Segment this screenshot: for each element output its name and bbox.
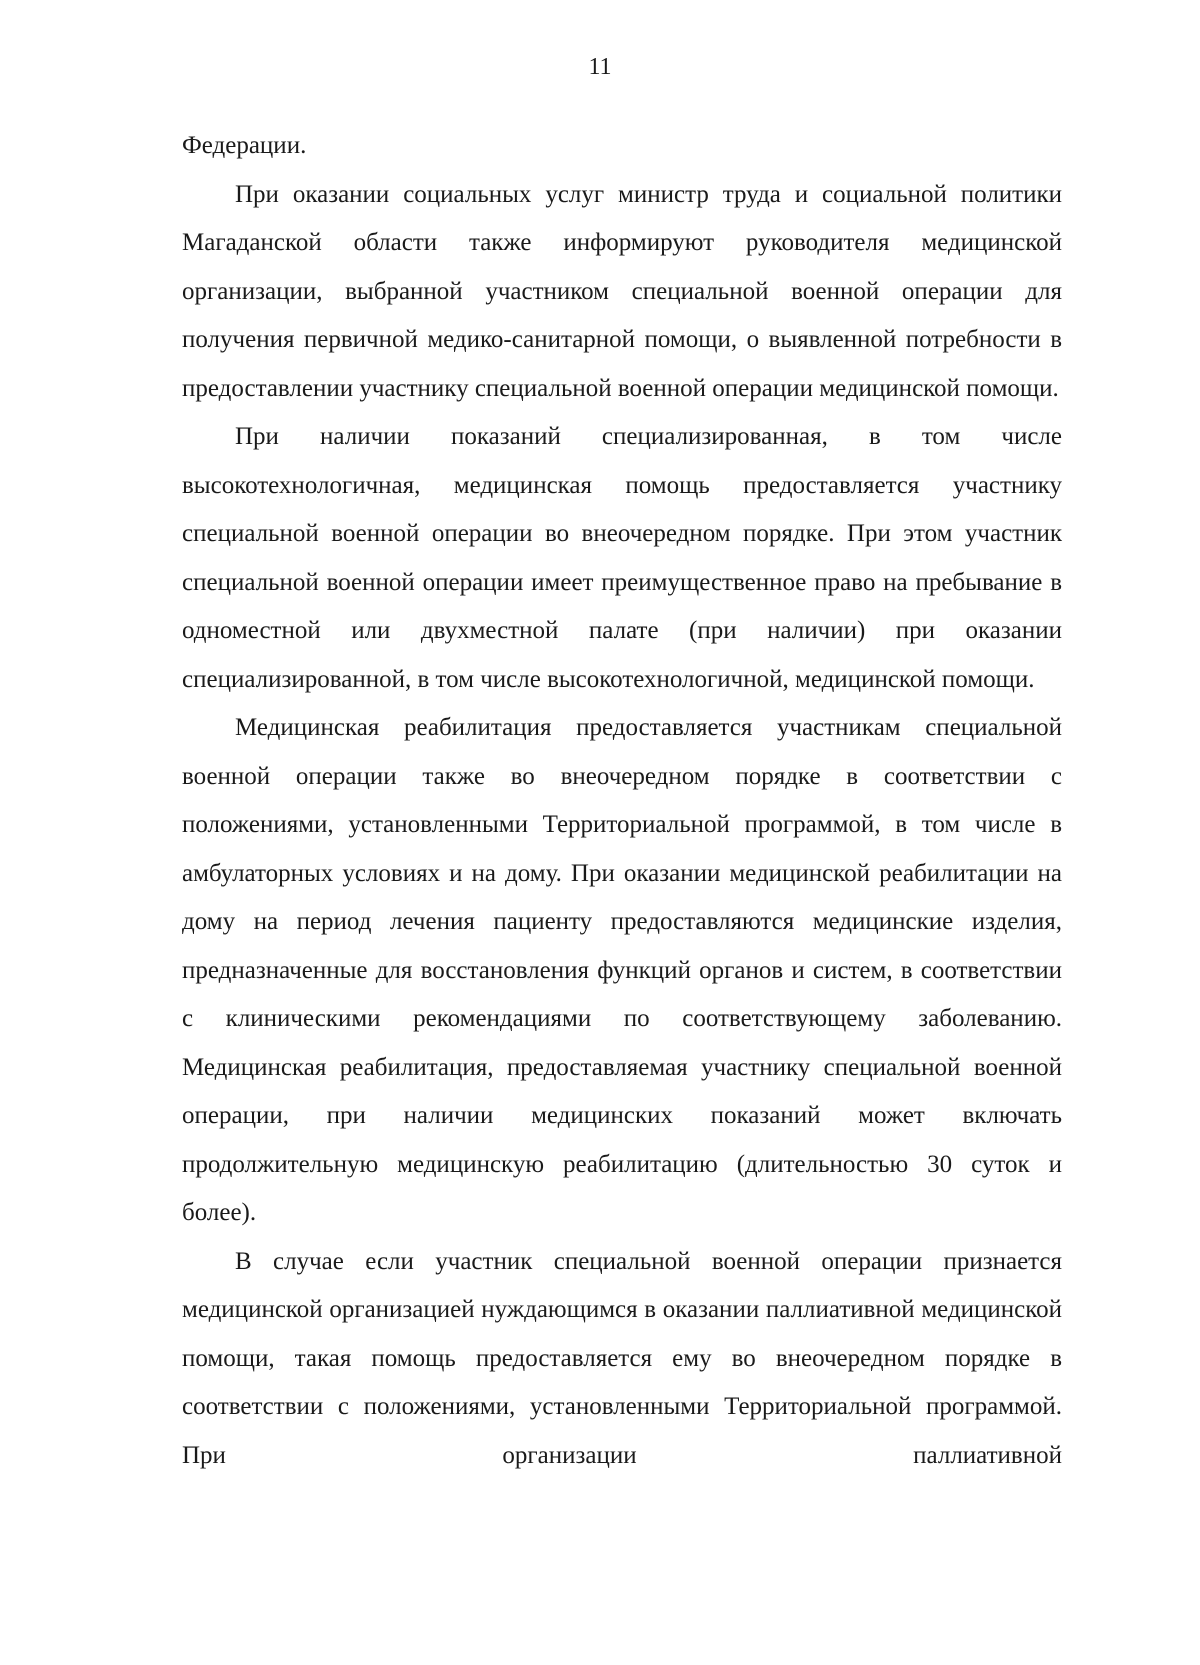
- paragraph-rehabilitation: Медицинская реабилитация предоставляется участникам специальной военной операции также во внеочередном порядке в соответствии с положениями, установленными Территориальной программой, в том числе в амбулаторных условиях и на дому. При оказании медицинской реабилитации на дому на период лечения пациенту предоставляются медицинские изделия, предназначенные для восстановления функций органов и систем, в соответствии с клиническими рекомендациями по соответствующему заболеванию. Медицинская реабилитация, предоставляемая участнику специальной военной операции, при наличии медицинских показаний может включать продолжительную медицинскую реабилитацию (длительностью 30 суток и более).: [182, 714, 1062, 1226]
- paragraph-palliative-care: В случае если участник специальной военной операции признается медицинской организацией нуждающимся в оказании паллиативной медицинской помощи, такая помощь предоставляется ему во внеочередном порядке в соответствии с положениями, установленными Территориальной программой. При организации паллиативной: [182, 1247, 1062, 1469]
- document-body: [182, 122, 1062, 1480]
- paragraph-continuation: Федерации.: [182, 132, 307, 159]
- paragraph-social-services: При оказании социальных услуг министр труда и социальной политики Магаданской области также информируют руководителя медицинской организации, выбранной участником специальной военной операции для получения первичной медико-санитарной помощи, о выявленной потребности в предоставлении участнику специальной военной операции медицинской помощи.: [182, 180, 1062, 402]
- paragraph-specialized-care: При наличии показаний специализированная, в том числе высокотехнологичная, медицинская помощь предоставляется участнику специальной военной операции во внеочередном порядке. При этом участник специальной военной операции имеет преимущественное право на пребывание в одноместной или двухместной палате (при наличии) при оказании специализированной, в том числе высокотехнологичной, медицинской помощи.: [182, 423, 1062, 693]
- page-number: 11: [588, 54, 612, 80]
